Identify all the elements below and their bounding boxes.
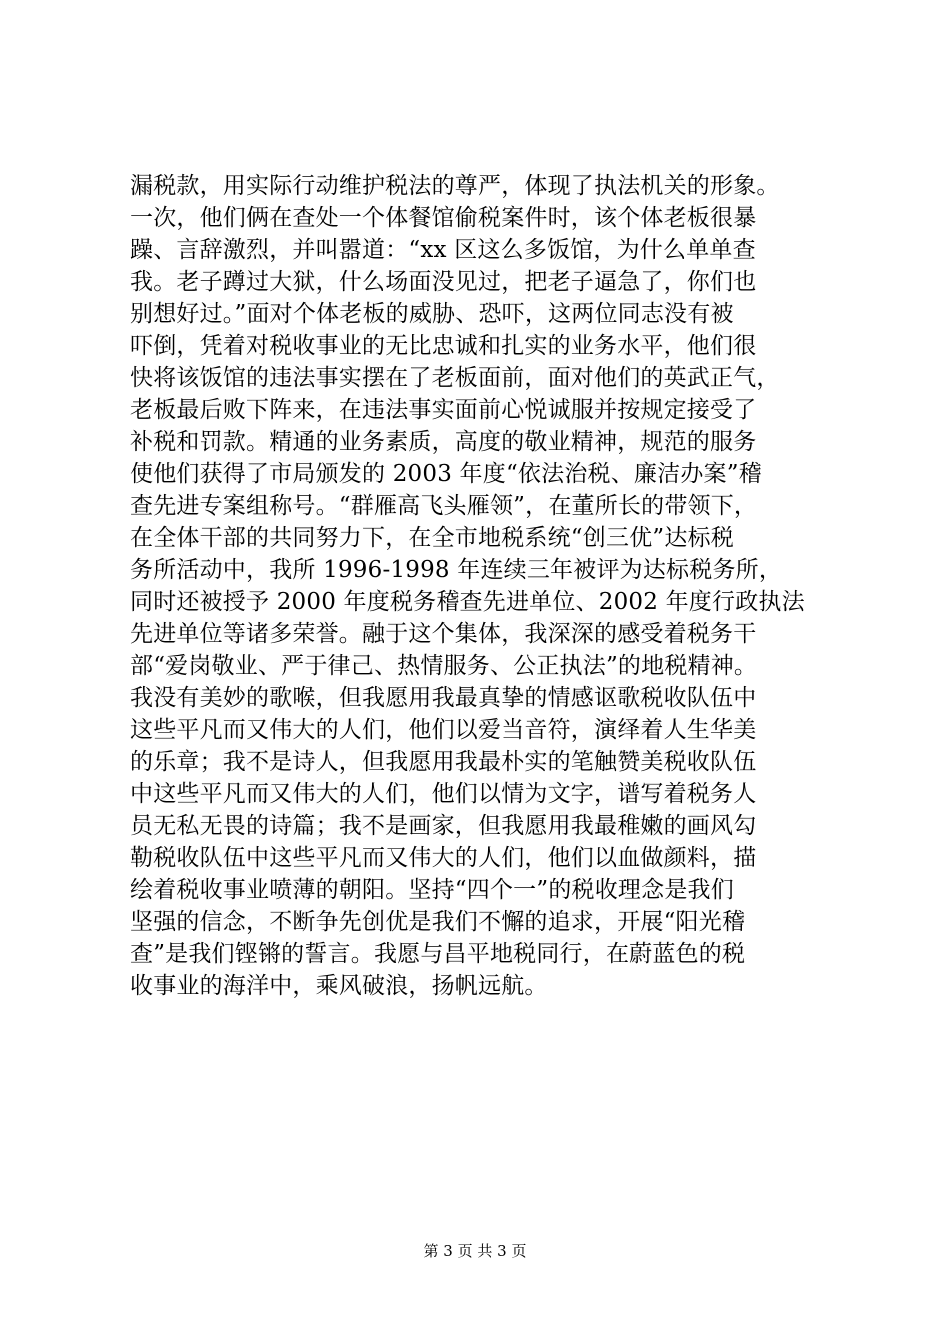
text-line: 查”是我们铿锵的誓言。我愿与昌平地税同行，在蔚蓝色的税 [130,941,746,967]
text-line: 务所活动中，我所 1996-1998 年连续三年被评为达标税务所， [130,557,783,583]
text-line: 吓倒，凭着对税收事业的无比忠诚和扎实的业务水平，他们很 [130,333,757,359]
text-line: 我没有美妙的歌喉，但我愿用我最真挚的情感讴歌税收队伍中 [130,685,757,711]
text-line: 躁、言辞激烈，并叫嚣道：“xx 区这么多饭馆，为什么单单查 [130,237,756,263]
text-line: 我。老子蹲过大狱，什么场面没见过，把老子逼急了，你们也 [130,269,757,295]
text-line: 部“爱岗敬业、严于律己、热情服务、公正执法”的地税精神。 [130,653,758,679]
text-line: 绘着税收事业喷薄的朝阳。坚持“四个一”的税收理念是我们 [130,877,734,903]
text-line: 快将该饭馆的违法事实摆在了老板面前，面对他们的英武正气， [130,365,780,391]
text-line: 的乐章；我不是诗人，但我愿用我最朴实的笔触赞美税收队伍 [130,749,757,775]
text-line: 在全体干部的共同努力下，在全市地税系统“创三优”达标税 [130,525,734,551]
text-line: 中这些平凡而又伟大的人们，他们以情为文字，谱写着税务人 [130,781,757,807]
text-line: 漏税款，用实际行动维护税法的尊严，体现了执法机关的形象。 [130,173,780,199]
text-line: 补税和罚款。精通的业务素质，高度的敬业精神，规范的服务 [130,429,757,455]
text-line: 勒税收队伍中这些平凡而又伟大的人们，他们以血做颜料，描 [130,845,757,871]
document-body [130,170,830,1002]
text-line: 同时还被授予 2000 年度税务稽查先进单位、2002 年度行政执法 [130,589,805,615]
text-line: 一次，他们俩在查处一个体餐馆偷税案件时，该个体老板很暴 [130,205,757,231]
text-line: 老板最后败下阵来，在违法事实面前心悦诚服并按规定接受了 [130,397,757,423]
page-number-footer: 第 3 页 共 3 页 [423,1242,527,1260]
text-line: 查先进专案组称号。“群雁高飞头雁领”，在董所长的带领下， [130,493,758,519]
text-line: 这些平凡而又伟大的人们，他们以爱当音符，演绎着人生华美 [130,717,757,743]
text-line: 坚强的信念，不断争先创优是我们不懈的追求，开展“阳光稽 [130,909,746,935]
text-line: 使他们获得了市局颁发的 2003 年度“依法治税、廉洁办案”稽 [130,461,762,487]
text-line: 收事业的海洋中，乘风破浪，扬帆远航。 [130,973,548,999]
text-line: 别想好过。”面对个体老板的威胁、恐吓，这两位同志没有被 [130,301,734,327]
text-line: 先进单位等诸多荣誉。融于这个集体，我深深的感受着税务干 [130,621,757,647]
text-line: 员无私无畏的诗篇；我不是画家，但我愿用我最稚嫩的画风勾 [130,813,757,839]
